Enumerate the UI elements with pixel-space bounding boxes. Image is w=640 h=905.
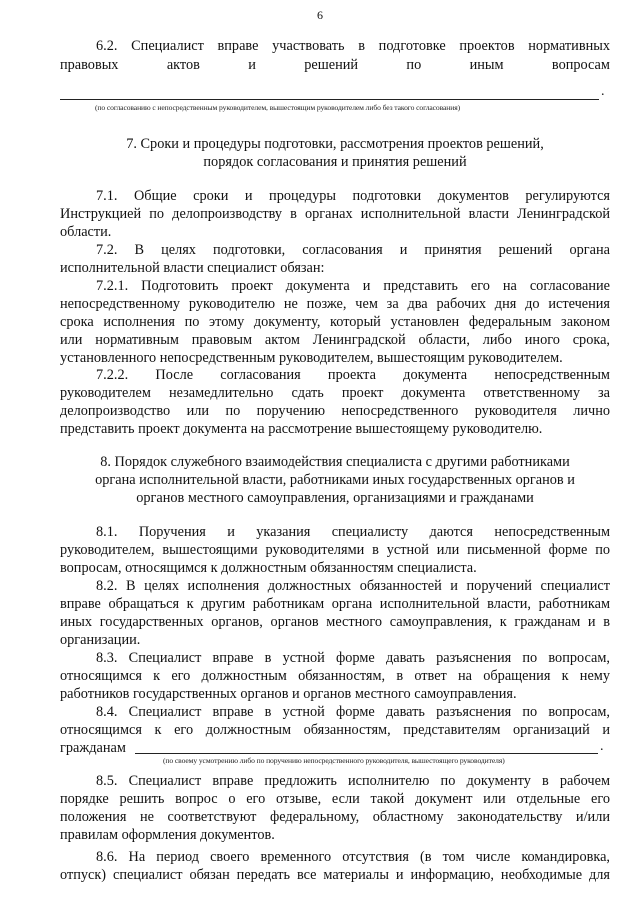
para-7-2-1-line-2: непосредственному руководителю не позже, чем за два рабочих дня до истечения — [60, 296, 610, 312]
para-8-2-line-3: иных государственных органов, органов местного самоуправления, к гражданам и в — [60, 614, 610, 630]
word: правовых — [60, 57, 119, 73]
para-8-2-line-1: 8.2. В целях исполнения должностных обязанностей и поручений специалист — [96, 578, 610, 594]
para-8-5-line-1: 8.5. Специалист вправе предложить исполнителю по документу в рабочем — [96, 773, 610, 789]
fill-in-line — [60, 99, 599, 100]
section-8-heading-line-2: органа исполнительной власти, работниками иных государственных органов и — [95, 472, 575, 488]
field-note: (по своему усмотрению либо по поручению непосредственного руководителя, вышестоящего руководителя) — [163, 756, 505, 765]
field-note: (по согласованию с непосредственным руководителем, вышестоящим руководителем либо без такого согласования) — [95, 103, 461, 112]
para-7-2-2-line-2: руководителем незамедлительно сдать проект документа ответственному за — [60, 385, 610, 401]
para-7-1-line-3: области. — [60, 224, 112, 240]
section-8-heading-line-3: органов местного самоуправления, организациями и гражданами — [136, 490, 534, 506]
para-8-5-line-3: положения не соответствуют федеральному, областному законодательству и/или — [60, 809, 610, 825]
para-8-3-line-2: относящимся к его должностным обязанностям, в ответ на обращения к нему — [60, 668, 610, 684]
section-8-heading-line-1: 8. Порядок служебного взаимодействия специалиста с другими работниками — [100, 454, 570, 470]
para-7-2-1-line-3: срока исполнения по этому документу, который установлен федеральным законом — [60, 314, 610, 330]
para-8-6-line-2: отпуск) специалист обязан передать все материалы и информацию, необходимые для — [60, 867, 610, 883]
para-7-2-2-line-4: представить проект документа на рассмотрение вышестоящему руководителю. — [60, 421, 543, 437]
para-8-4-line-2: относящимся к его должностным обязанностям, представителям организаций и — [60, 722, 610, 738]
para-6-2-line-2 — [60, 56, 610, 74]
para-8-1-line-2: руководителем, вышестоящими руководителями в устной или письменной форме по — [60, 542, 610, 558]
para-8-3-line-1: 8.3. Специалист вправе в устной форме давать разъяснения по вопросам, — [96, 650, 610, 666]
para-8-2-line-2: вправе обращаться к другим работникам органа исполнительной власти, работникам — [60, 596, 610, 612]
section-7-heading-line-1: 7. Сроки и процедуры подготовки, рассмотрения проектов решений, — [126, 136, 544, 152]
para-7-2-1-line-5: установленного непосредственным руководителем, вышестоящим руководителем. — [60, 350, 563, 366]
para-8-1-line-3: вопросам, относящимся к должностным обязанностям специалиста. — [60, 560, 477, 576]
para-7-2-line-1: 7.2. В целях подготовки, согласования и принятия решений органа — [96, 242, 610, 258]
para-8-3-line-3: работников государственных органов и органов местного самоуправления. — [60, 686, 517, 702]
section-7-heading-line-2: порядок согласования и принятия решений — [203, 154, 467, 170]
word: решений — [304, 57, 359, 73]
para-7-1-line-1: 7.1. Общие сроки и процедуры подготовки документов регулируются — [96, 188, 610, 204]
para-6-2-line-1: 6.2. Специалист вправе участвовать в подготовке проектов нормативных — [96, 38, 610, 54]
end-dot: . — [600, 739, 604, 754]
para-7-2-1-line-4: или нормативным правовым актом Ленинградской области, либо иного срока, — [60, 332, 610, 348]
word: иным — [469, 57, 504, 73]
end-dot: . — [601, 84, 605, 99]
para-8-6-line-1: 8.6. На период своего временного отсутствия (в том числе командировка, — [96, 849, 610, 865]
word: и — [248, 57, 256, 73]
para-8-1-line-1: 8.1. Поручения и указания специалисту даются непосредственным — [96, 524, 610, 540]
fill-in-line — [135, 753, 598, 754]
para-8-5-line-4: правилам оформления документов. — [60, 827, 275, 843]
para-7-2-2-line-1: 7.2.2. После согласования проекта документа непосредственным — [96, 367, 610, 383]
word: вопросам — [551, 57, 610, 73]
para-8-5-line-2: порядке решить вопрос о его отзыве, если такой документ или отдельные его — [60, 791, 610, 807]
para-8-4-line-3: гражданам — [60, 740, 126, 756]
para-8-2-line-4: организации. — [60, 632, 141, 648]
word: актов — [166, 57, 200, 73]
para-7-2-1-line-1: 7.2.1. Подготовить проект документа и представить его на согласование — [96, 278, 610, 294]
para-7-1-line-2: Инструкцией по делопроизводству в органах исполнительной власти Ленинградской — [60, 206, 610, 222]
word: по — [406, 57, 422, 73]
para-7-2-2-line-3: делопроизводство или по поручению непосредственного руководителя лично — [60, 403, 610, 419]
para-7-2-line-2: исполнительной власти специалист обязан: — [60, 260, 325, 276]
para-8-4-line-1: 8.4. Специалист вправе в устной форме давать разъяснения по вопросам, — [96, 704, 610, 720]
page-number: 6 — [317, 8, 323, 22]
